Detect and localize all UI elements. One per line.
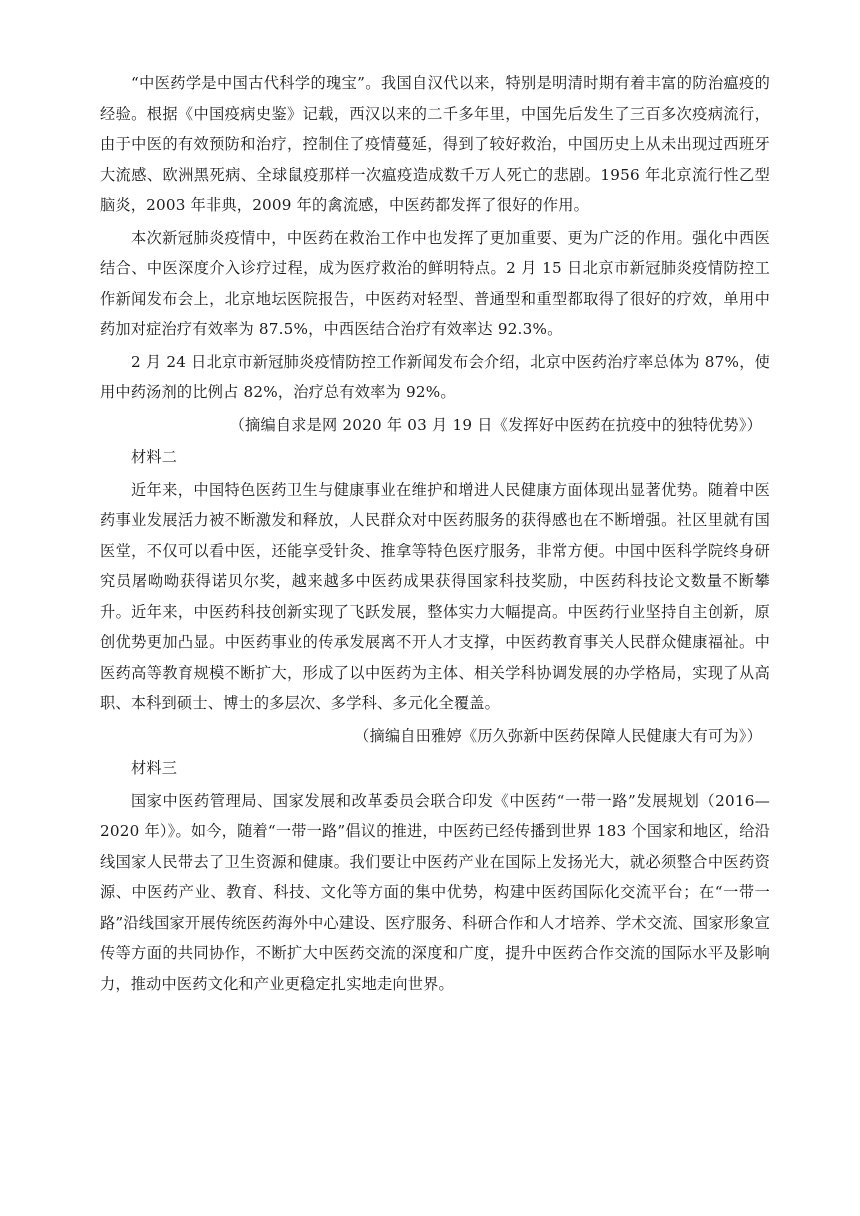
paragraph-beijing-statistics: 2 月 24 日北京市新冠肺炎疫情防控工作新闻发布会介绍，北京中医药治疗率总体为 87%，使用中药汤剂的比例占 82%，治疗总有效率为 92%。 <box>100 352 770 401</box>
material-three-paragraph: 国家中医药管理局、国家发展和改革委员会联合印发《中医药“一带一路”发展规划（2016—2020 年）》。如今，随着“一带一路”倡议的推进，中医药已经传播到世界 183 个国家和地区，给沿线国家人民带去了卫生资源和健康。我们要让中医药产业在国际上发扬光大，就必须整合中医药资源、中医药产业、教育、科技、文化等方面的集中优势，构建中医药国际化交流平台；在“一带一路”沿线国家开展传统医药海外中心建设、医疗服务、科研合作和人才培养、学术交流、国家形象宣传等方面的共同协作，不断扩大中医药交流的深度和广度，提升中医药合作交流的国际水平及影响力，推动中医药文化和产业更稳定扎实地走向世界。 <box>100 791 770 993</box>
source-citation-1: （摘编自求是网 2020 年 03 月 19 日《发挥好中医药在抗疫中的独特优势》） <box>229 415 762 434</box>
material-three-heading: 材料三 <box>131 759 178 777</box>
source-citation-2: （摘编自田雅婷《历久弥新中医药保障人民健康大有可为》） <box>354 726 762 745</box>
document-page <box>100 68 770 999</box>
paragraph-history: “中医药学是中国古代科学的瑰宝”。我国自汉代以来，特别是明清时期有着丰富的防治瘟疫的经验。根据《中国疫病史鉴》记载，西汉以来的二千多年里，中国先后发生了三百多次疫病流行，由于中医的有效预防和治疗，控制住了疫情蔓延，得到了较好救治，中国历史上从未出现过西班牙大流感、欧洲黑死病、全球鼠疫那样一次瘟疫造成数千万人死亡的悲剧。1956 年北京流行性乙型脑炎，2003 年非典，2009 年的禽流感，中医药都发挥了很好的作用。 <box>100 74 770 214</box>
material-two-heading: 材料二 <box>131 448 178 466</box>
paragraph-covid-treatment: 本次新冠肺炎疫情中，中医药在救治工作中也发挥了更加重要、更为广泛的作用。强化中西医结合、中医深度介入诊疗过程，成为医疗救治的鲜明特点。2 月 15 日北京市新冠肺炎疫情防控工作新闻发布会上，北京地坛医院报告，中医药对轻型、普通型和重型都取得了很好的疗效，单用中药加对症治疗有效率为 87.5%，中西医结合治疗有效率达 92.3%。 <box>100 228 770 338</box>
material-two-paragraph: 近年来，中国特色医药卫生与健康事业在维护和增进人民健康方面体现出显著优势。随着中医药事业发展活力被不断激发和释放，人民群众对中医药服务的获得感也在不断增强。社区里就有国医堂，不仅可以看中医，还能享受针灸、推拿等特色医疗服务，非常方便。中国中医科学院终身研究员屠呦呦获得诺贝尔奖，越来越多中医药成果获得国家科技奖励，中医药科技论文数量不断攀升。近年来，中医药科技创新实现了飞跃发展，整体实力大幅提高。中医药行业坚持自主创新，原创优势更加凸显。中医药事业的传承发展离不开人才支撑，中医药教育事关人民群众健康福祉。中医药高等教育规模不断扩大，形成了以中医药为主体、相关学科协调发展的办学格局，实现了从高职、本科到硕士、博士的多层次、多学科、多元化全覆盖。 <box>100 480 770 712</box>
